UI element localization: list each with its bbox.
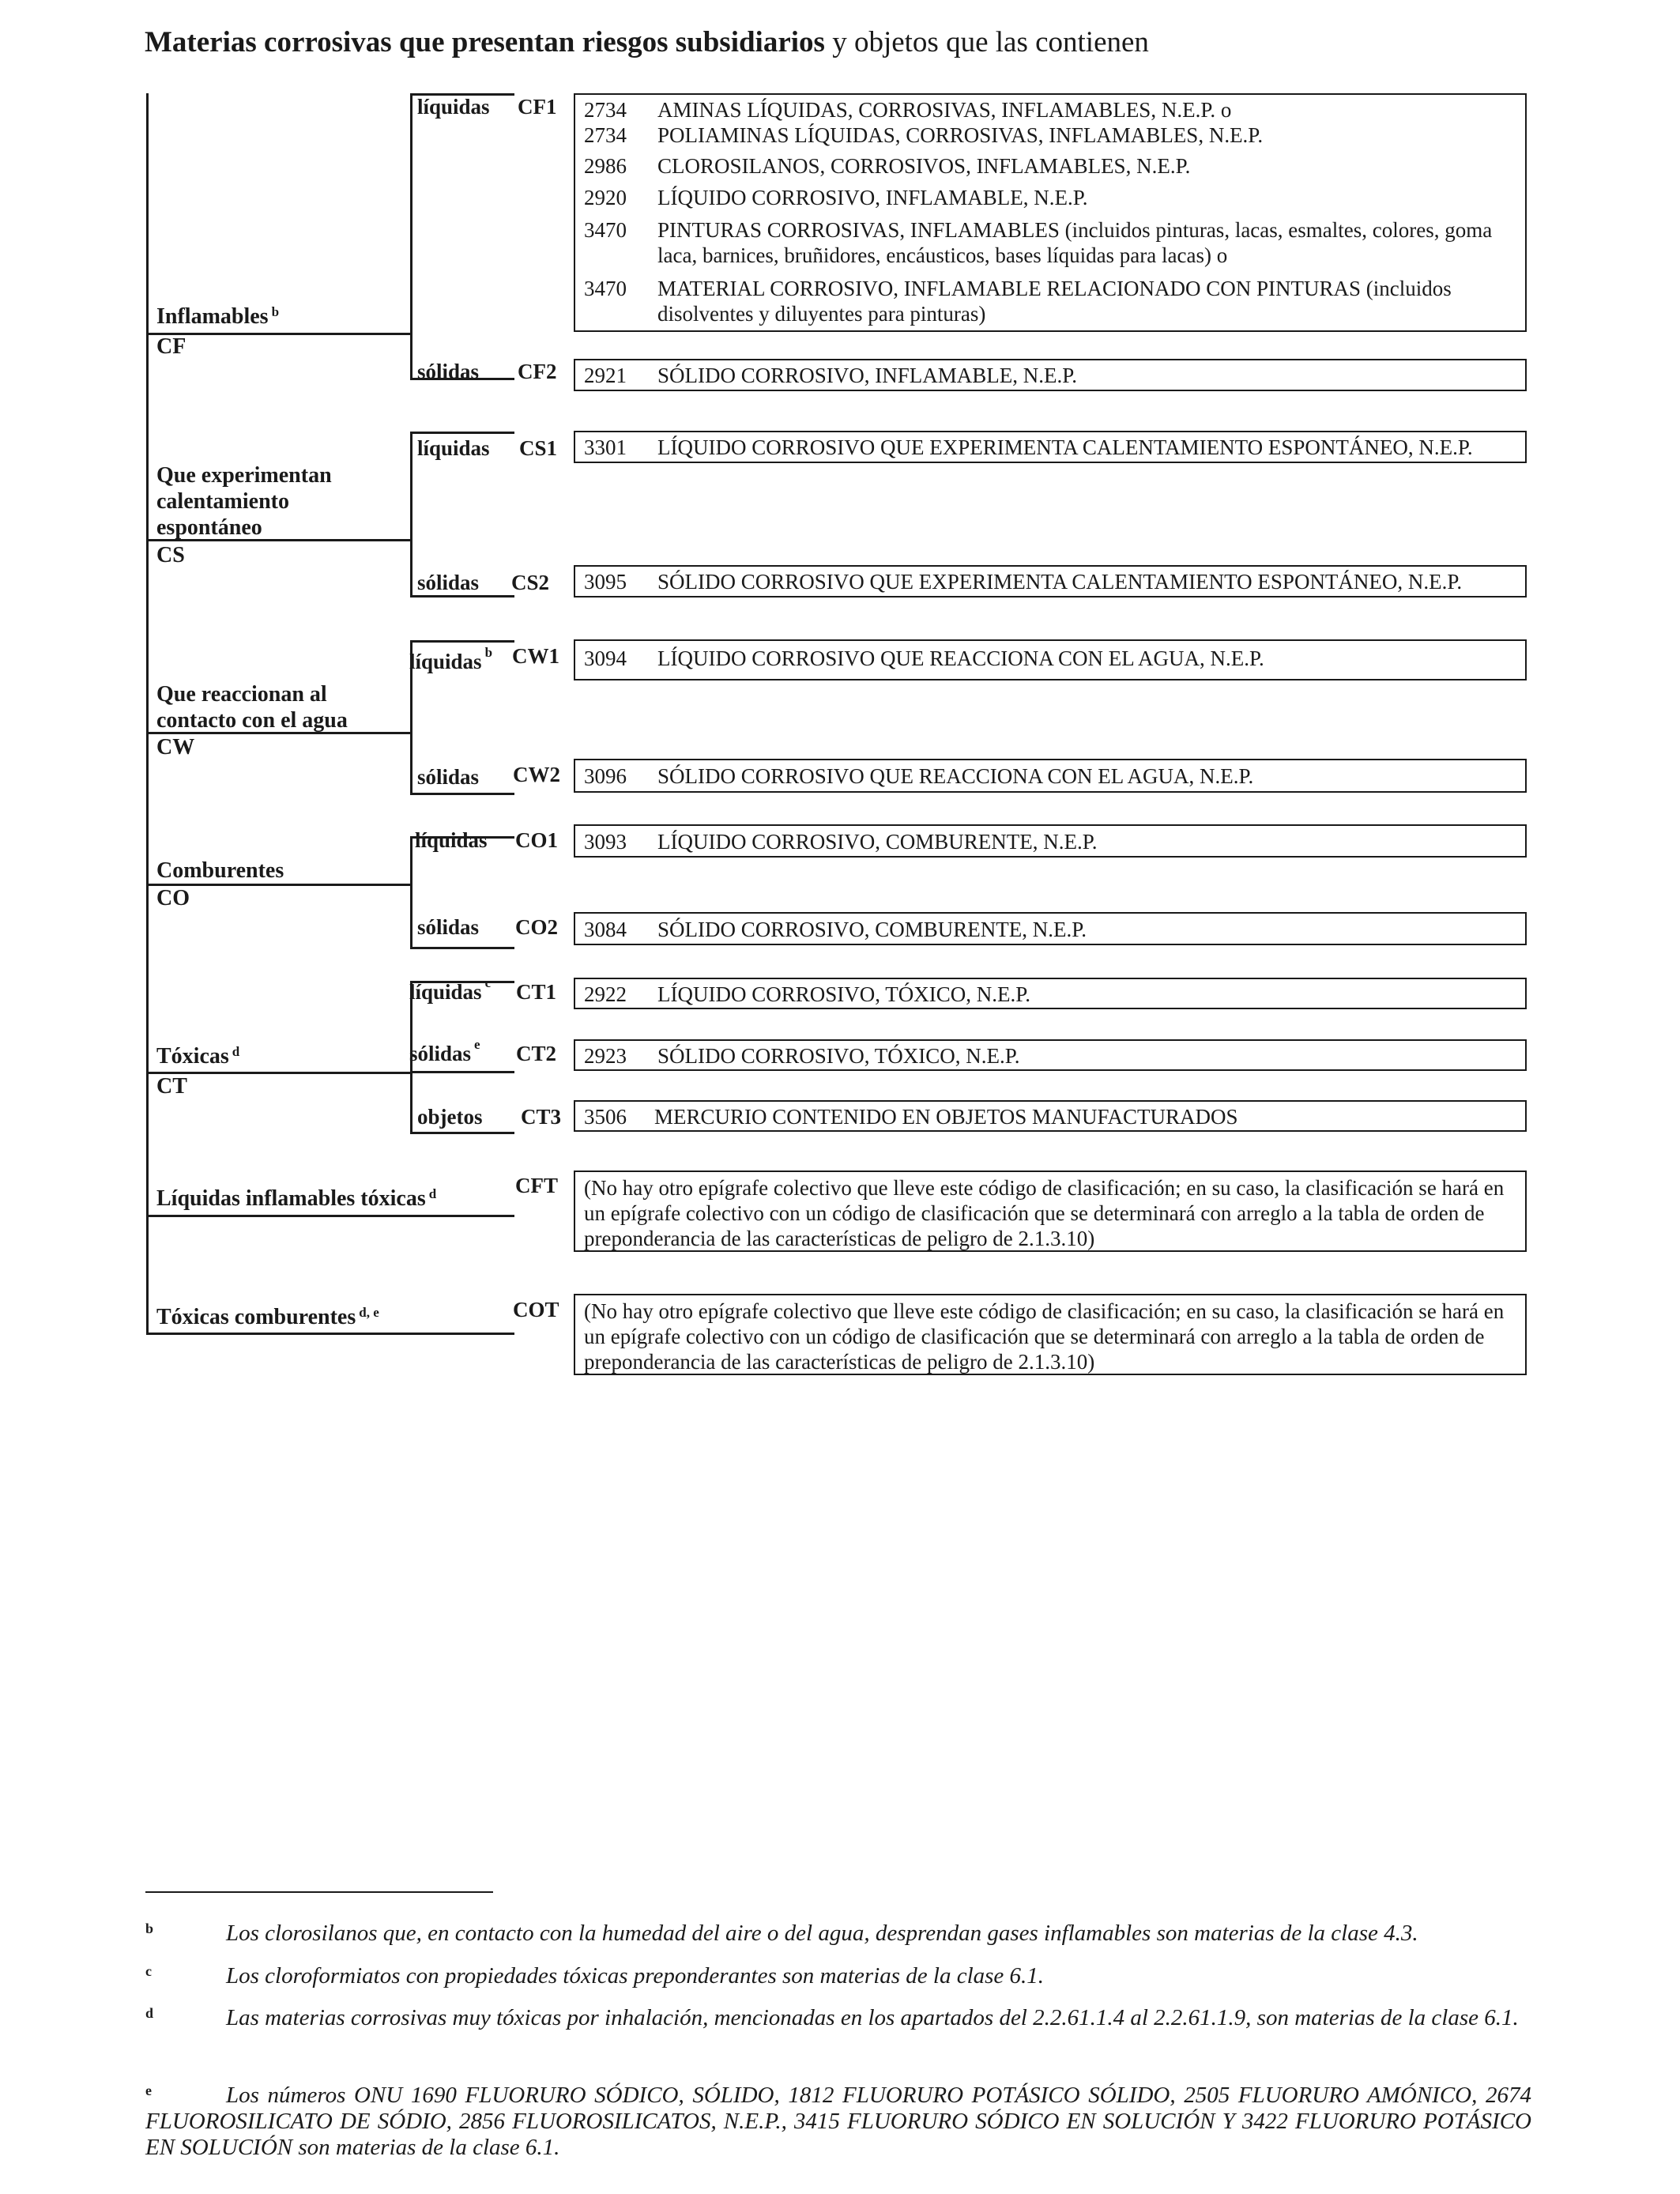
title-rest: y objetos que las contienen bbox=[824, 26, 1149, 58]
entry-name: LÍQUIDO CORROSIVO QUE EXPERIMENTA CALENTAMIENTO ESPONTÁNEO, N.E.P. bbox=[657, 435, 1473, 459]
entry-name: LÍQUIDO CORROSIVO, COMBURENTE, N.E.P. bbox=[657, 830, 1098, 854]
sub-cw-liquidas-label: líquidas bbox=[409, 650, 482, 673]
sub-ct-solidas-sup: e bbox=[474, 1037, 480, 1052]
code-co1: CO1 bbox=[515, 828, 558, 852]
un-number: 3094 bbox=[584, 647, 627, 670]
un-number: 3506 bbox=[584, 1105, 627, 1129]
code-co2: CO2 bbox=[515, 915, 558, 939]
un-number: 3301 bbox=[584, 435, 627, 459]
ct3-line bbox=[410, 1132, 514, 1134]
entry-name: MATERIAL CORROSIVO, INFLAMABLE RELACIONADO CON PINTURAS (incluidos disolventes y diluyentes para pinturas) bbox=[657, 277, 1452, 326]
un-number: 2922 bbox=[584, 982, 627, 1006]
group-cs-name-line: espontáneo bbox=[156, 515, 262, 540]
code-cft: CFT bbox=[515, 1174, 558, 1197]
group-cw-name-line: Que reaccionan al bbox=[156, 682, 327, 707]
footnote-text: Los números ONU 1690 FLUORURO SÓDICO, SÓLIDO, 1812 FLUORURO POTÁSICO SÓLIDO, 2505 FLUORURO AMÓNICO, 2674 FLUOROSILICATO DE SÓDIO, 2856 FLUOROSILICATOS, N.E.P., 3415 FLUORURO SÓDICO EN SOLUCIÓN Y 3422 FLUORURO POTÁSICO EN SOLUCIÓN son materias de la clase 6.1. bbox=[145, 2083, 1531, 2160]
code-cw2: CW2 bbox=[513, 763, 560, 786]
entry-box-co2 bbox=[574, 912, 1527, 945]
group-cs-name-line: Que experimentan bbox=[156, 463, 332, 488]
code-cs1: CS1 bbox=[519, 436, 558, 460]
entry-box-cf2 bbox=[574, 359, 1527, 391]
group-cs-name-line: calentamiento bbox=[156, 489, 289, 514]
cs2-line bbox=[410, 595, 514, 598]
cs-branch-line bbox=[410, 432, 412, 597]
un-number: 3095 bbox=[584, 570, 627, 594]
co-branch-line bbox=[410, 836, 412, 948]
sub-ct-liquidas-sup: c bbox=[484, 975, 492, 990]
group-cf-code: CF bbox=[156, 334, 186, 359]
entry-box-cs1 bbox=[574, 431, 1527, 463]
entry-box-cot bbox=[574, 1294, 1527, 1375]
code-ct3: CT3 bbox=[521, 1105, 562, 1129]
sub-co-solidas: sólidas bbox=[417, 915, 480, 939]
page-title bbox=[145, 25, 1149, 59]
un-number: 3093 bbox=[584, 830, 627, 854]
un-number: 2986 bbox=[584, 154, 627, 178]
co2-line bbox=[410, 947, 514, 949]
cs1-line bbox=[410, 432, 514, 434]
group-cw-code: CW bbox=[156, 735, 195, 760]
entry-box-cs2 bbox=[574, 565, 1527, 598]
entry-box-co1 bbox=[574, 824, 1527, 858]
entry-box-cf1 bbox=[574, 93, 1527, 332]
cot-group-line bbox=[146, 1333, 514, 1335]
group-cf-name: Inflamables bbox=[156, 304, 269, 329]
group-cft bbox=[156, 1186, 436, 1212]
group-cot bbox=[156, 1304, 379, 1330]
sub-cf-solidas: sólidas bbox=[417, 360, 480, 383]
group-cot-name: Tóxicas comburentes bbox=[156, 1305, 356, 1329]
sub-ct-solidas-label: sólidas bbox=[409, 1042, 472, 1065]
footnote-b bbox=[145, 1921, 1531, 1947]
footnote-c bbox=[145, 1963, 1531, 1989]
group-cot-sup: d, e bbox=[359, 1305, 379, 1320]
footnote-text: Los cloroformiatos con propiedades tóxicas preponderantes son materias de la clase 6.1. bbox=[226, 1963, 1045, 1989]
code-cw1: CW1 bbox=[512, 644, 559, 668]
entry-name: CLOROSILANOS, CORROSIVOS, INFLAMABLES, N.E.P. bbox=[657, 154, 1191, 178]
cf-branch-line bbox=[410, 93, 412, 379]
group-cw bbox=[156, 681, 348, 733]
sub-cw-liquidas-sup: b bbox=[484, 645, 493, 660]
group-co: Comburentes bbox=[156, 858, 284, 883]
sub-cs-solidas: sólidas bbox=[417, 571, 480, 594]
footnote-mark: d bbox=[145, 2005, 154, 2021]
sub-cf-liquidas: líquidas bbox=[417, 95, 490, 119]
entry-name: SÓLIDO CORROSIVO QUE REACCIONA CON EL AGUA, N.E.P. bbox=[657, 764, 1254, 788]
tree-trunk-line bbox=[146, 93, 149, 1334]
footnote-text: Los clorosilanos que, en contacto con la humedad del aire o del agua, desprendan gases inflamables son materias de la clase 4.3. bbox=[226, 1921, 1418, 1946]
sub-cw-liquidas bbox=[409, 645, 493, 674]
group-cf bbox=[156, 303, 279, 330]
code-cs2: CS2 bbox=[511, 571, 550, 594]
sub-ct-liquidas bbox=[409, 975, 492, 1005]
entry-name: LÍQUIDO CORROSIVO, TÓXICO, N.E.P. bbox=[657, 982, 1031, 1006]
un-number: 3470 bbox=[584, 277, 627, 300]
sub-ct-solidas bbox=[409, 1037, 480, 1066]
footnote-text: Las materias corrosivas muy tóxicas por inhalación, mencionadas en los apartados del 2.2.61.1.4 al 2.2.61.1.9, son materias de la clase 6.1. bbox=[226, 2005, 1519, 2030]
cw1-line bbox=[410, 640, 514, 643]
group-ct-sup: d bbox=[232, 1044, 240, 1059]
footnote-mark: c bbox=[145, 1963, 152, 1979]
group-ct bbox=[156, 1043, 239, 1069]
entry-name: AMINAS LÍQUIDAS, CORROSIVAS, INFLAMABLES, N.E.P. o bbox=[657, 98, 1232, 122]
cf-group-line bbox=[146, 333, 412, 335]
sub-co-liquidas: líquidas bbox=[415, 828, 488, 852]
code-cf1: CF1 bbox=[518, 95, 557, 119]
entry-name: SÓLIDO CORROSIVO, INFLAMABLE, N.E.P. bbox=[657, 364, 1078, 387]
group-cw-name-line: contacto con el agua bbox=[156, 708, 348, 733]
entry-box-cw2 bbox=[574, 759, 1527, 793]
entry-name: LÍQUIDO CORROSIVO, INFLAMABLE, N.E.P. bbox=[657, 186, 1088, 209]
un-number: 3096 bbox=[584, 764, 627, 788]
ct2-line bbox=[410, 1071, 514, 1073]
entry-name: SÓLIDO CORROSIVO, TÓXICO, N.E.P. bbox=[657, 1044, 1020, 1068]
entry-name: LÍQUIDO CORROSIVO QUE REACCIONA CON EL AGUA, N.E.P. bbox=[657, 647, 1264, 670]
group-cf-sup: b bbox=[271, 304, 280, 319]
footnote-d bbox=[145, 2005, 1531, 2031]
entry-box-cft bbox=[574, 1171, 1527, 1252]
un-number: 2734 bbox=[584, 123, 627, 147]
un-number: 2923 bbox=[584, 1044, 627, 1068]
code-cf2: CF2 bbox=[518, 360, 557, 383]
group-cft-name: Líquidas inflamables tóxicas bbox=[156, 1186, 426, 1211]
footnote-e bbox=[145, 2083, 1531, 2161]
entry-name: SÓLIDO CORROSIVO QUE EXPERIMENTA CALENTAMIENTO ESPONTÁNEO, N.E.P. bbox=[657, 570, 1463, 594]
entry-box-ct3 bbox=[574, 1100, 1527, 1132]
footnote-rule bbox=[145, 1891, 493, 1893]
entry-name: SÓLIDO CORROSIVO, COMBURENTE, N.E.P. bbox=[657, 918, 1087, 941]
group-ct-code: CT bbox=[156, 1074, 187, 1099]
un-number: 2734 bbox=[584, 98, 627, 122]
cft-note: (No hay otro epígrafe colectivo que lleve este código de clasificación; en su caso, la clasificación se hará en un epígrafe colectivo con un código de clasificación que se determinará con arreglo a la tabla de orden de preponderancia de las características de peligro de 2.1.3.10) bbox=[584, 1176, 1505, 1250]
sub-cw-solidas: sólidas bbox=[417, 765, 480, 789]
sub-ct-objetos: objetos bbox=[417, 1105, 483, 1129]
entry-name: POLIAMINAS LÍQUIDAS, CORROSIVAS, INFLAMABLES, N.E.P. bbox=[657, 123, 1264, 147]
code-cot: COT bbox=[513, 1298, 559, 1321]
footnote-mark: b bbox=[145, 1921, 154, 1936]
code-ct2: CT2 bbox=[516, 1042, 557, 1065]
entry-name: PINTURAS CORROSIVAS, INFLAMABLES (incluidos pinturas, lacas, esmaltes, colores, goma laca, barnices, bruñidores, encáusticos, bases líquidas para lacas) o bbox=[657, 218, 1493, 267]
group-cft-sup: d bbox=[428, 1186, 437, 1201]
cot-note: (No hay otro epígrafe colectivo que lleve este código de clasificación; en su caso, la clasificación se hará en un epígrafe colectivo con un código de clasificación que se determinará con arreglo a la tabla de orden de preponderancia de las características de peligro de 2.1.3.10) bbox=[584, 1299, 1505, 1374]
entry-name: MERCURIO CONTENIDO EN OBJETOS MANUFACTURADOS bbox=[654, 1105, 1238, 1129]
group-ct-name: Tóxicas bbox=[156, 1044, 229, 1069]
sub-ct-liquidas-label: líquidas bbox=[409, 980, 482, 1004]
cft-group-line bbox=[146, 1215, 514, 1217]
sub-cs-liquidas: líquidas bbox=[417, 436, 490, 460]
title-bold: Materias corrosivas que presentan riesgos subsidiarios bbox=[145, 26, 825, 58]
code-ct1: CT1 bbox=[516, 980, 557, 1004]
un-number: 2920 bbox=[584, 186, 627, 209]
un-number: 3470 bbox=[584, 218, 627, 242]
group-cs bbox=[156, 462, 332, 541]
footnote-mark: e bbox=[145, 2083, 152, 2098]
entry-box-cw1 bbox=[574, 639, 1527, 680]
entry-box-ct2 bbox=[574, 1039, 1527, 1071]
un-number: 3084 bbox=[584, 918, 627, 941]
cw2-line bbox=[410, 793, 514, 795]
group-cs-code: CS bbox=[156, 543, 185, 567]
group-co-code: CO bbox=[156, 886, 190, 910]
un-number: 2921 bbox=[584, 364, 627, 387]
entry-box-ct1 bbox=[574, 978, 1527, 1009]
